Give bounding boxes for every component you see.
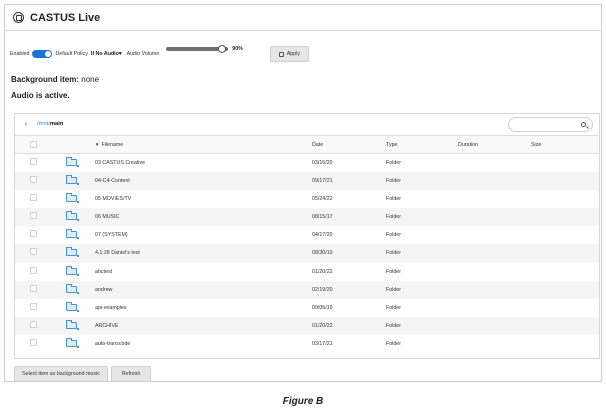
row-type: Folder <box>386 232 402 239</box>
table-row[interactable] <box>15 299 599 317</box>
column-date[interactable]: Date <box>312 142 324 148</box>
default-policy-dropdown[interactable] <box>91 51 122 57</box>
background-item-label: Background item: <box>11 75 80 84</box>
row-filename: ahctest <box>95 268 113 275</box>
column-filename[interactable] <box>95 142 123 148</box>
sort-down-icon: ▼ <box>95 142 100 147</box>
row-date: 02/19/20 <box>312 286 333 293</box>
table-row[interactable] <box>15 244 599 262</box>
default-policy-value: If No Audio <box>90 51 119 57</box>
row-checkbox[interactable] <box>30 339 37 346</box>
select-background-music-button[interactable]: Select item as background music <box>14 366 108 382</box>
file-list <box>15 154 599 353</box>
refresh-button[interactable]: Refresh <box>111 366 151 382</box>
background-item-status <box>11 75 99 84</box>
row-date: 08/30/19 <box>312 250 333 257</box>
folder-icon <box>66 177 77 184</box>
breadcrumb-parent-link[interactable]: /mnt/ <box>37 121 50 127</box>
row-filename: auto-transcode <box>95 340 131 347</box>
back-button[interactable]: ‹ <box>24 121 28 128</box>
row-type: Folder <box>386 160 402 166</box>
title-bar <box>5 5 601 31</box>
row-date: 09/17/21 <box>312 178 333 185</box>
table-row[interactable] <box>15 190 599 208</box>
folder-icon <box>66 322 77 329</box>
folder-icon <box>66 213 77 220</box>
audio-volume-label: Audio Volume <box>126 51 160 57</box>
row-type: Folder <box>386 250 402 257</box>
castus-logo-icon <box>13 12 24 23</box>
enabled-label: Enabled <box>10 51 30 57</box>
breadcrumb <box>37 120 63 129</box>
column-type[interactable]: Type <box>386 142 398 148</box>
audio-volume-value: 90% <box>232 46 243 52</box>
column-duration[interactable]: Duration <box>458 142 479 148</box>
row-filename: ARCHIVE <box>95 322 119 329</box>
footer-actions <box>14 366 151 382</box>
row-date: 01/20/22 <box>312 322 333 329</box>
row-filename: 05 MOVIES/TV <box>95 196 132 203</box>
column-filename-label: Filename <box>101 142 124 148</box>
row-type: Folder <box>386 304 402 311</box>
folder-icon <box>66 231 77 238</box>
chevron-down-icon: ▾ <box>118 51 122 57</box>
row-date: 03/16/20 <box>312 160 333 166</box>
row-type: Folder <box>386 196 402 203</box>
row-type: Folder <box>386 178 402 185</box>
row-filename: api-examples <box>95 304 127 311</box>
apply-button[interactable] <box>270 46 309 62</box>
path-bar <box>15 114 599 136</box>
folder-icon <box>66 304 77 311</box>
castus-live-panel <box>4 4 602 382</box>
table-header <box>15 136 599 154</box>
row-filename: 03 CASTUS Creative <box>95 160 146 166</box>
enabled-toggle[interactable] <box>32 50 52 58</box>
table-row[interactable] <box>15 226 599 244</box>
file-browser <box>14 113 600 359</box>
table-row[interactable] <box>15 263 599 281</box>
search-input[interactable] <box>508 117 593 132</box>
row-checkbox[interactable] <box>30 285 37 292</box>
apply-button-label: Apply <box>286 51 300 57</box>
audio-volume-slider-handle[interactable] <box>218 45 226 53</box>
table-row[interactable] <box>15 335 599 353</box>
app-title: CASTUS Live <box>30 11 101 24</box>
row-date: 03/17/21 <box>312 340 333 347</box>
row-checkbox[interactable] <box>30 267 37 274</box>
table-row[interactable] <box>15 281 599 299</box>
row-filename: 4.1.28 Daniel's test <box>95 250 140 257</box>
row-checkbox[interactable] <box>30 303 37 310</box>
row-date: 08/15/17 <box>312 214 333 221</box>
row-date: 09/05/19 <box>312 304 333 311</box>
audio-state-text: Audio is active. <box>11 91 70 100</box>
table-row[interactable] <box>15 208 599 226</box>
row-filename: 04-C4-Content <box>95 178 130 185</box>
row-type: Folder <box>386 286 402 293</box>
default-policy-label: Default Policy <box>55 51 88 57</box>
folder-icon <box>66 195 77 202</box>
table-row[interactable] <box>15 317 599 335</box>
row-date: 01/20/22 <box>312 268 333 275</box>
table-row[interactable] <box>15 154 599 172</box>
row-filename: 06 MUSIC <box>95 214 120 221</box>
folder-icon <box>66 249 77 256</box>
row-checkbox[interactable] <box>30 176 37 183</box>
folder-icon <box>66 340 77 347</box>
folder-icon <box>66 268 77 275</box>
row-checkbox[interactable] <box>30 194 37 201</box>
row-type: Folder <box>386 340 402 347</box>
row-checkbox[interactable] <box>30 158 37 165</box>
background-item-value: none <box>81 75 100 84</box>
save-icon <box>279 52 284 57</box>
row-checkbox[interactable] <box>30 321 37 328</box>
figure-caption: Figure B <box>282 396 324 407</box>
select-all-checkbox[interactable] <box>30 141 37 148</box>
folder-icon <box>66 286 77 293</box>
column-size[interactable]: Size <box>531 142 542 148</box>
row-date: 04/17/20 <box>312 232 333 239</box>
audio-volume-slider[interactable] <box>166 47 228 51</box>
row-type: Folder <box>386 322 402 329</box>
row-type: Folder <box>386 268 402 275</box>
search-icon[interactable] <box>581 122 586 127</box>
row-date: 05/24/22 <box>312 196 333 203</box>
breadcrumb-current: main <box>49 121 64 127</box>
row-checkbox[interactable] <box>30 230 37 237</box>
folder-icon <box>66 159 77 166</box>
row-filename: andrew <box>95 286 113 293</box>
audio-controls <box>10 45 309 63</box>
row-filename: 07 (SYSTEM) <box>95 232 128 239</box>
row-checkbox[interactable] <box>30 248 37 255</box>
row-type: Folder <box>386 214 402 221</box>
table-row[interactable] <box>15 172 599 190</box>
row-checkbox[interactable] <box>30 212 37 219</box>
